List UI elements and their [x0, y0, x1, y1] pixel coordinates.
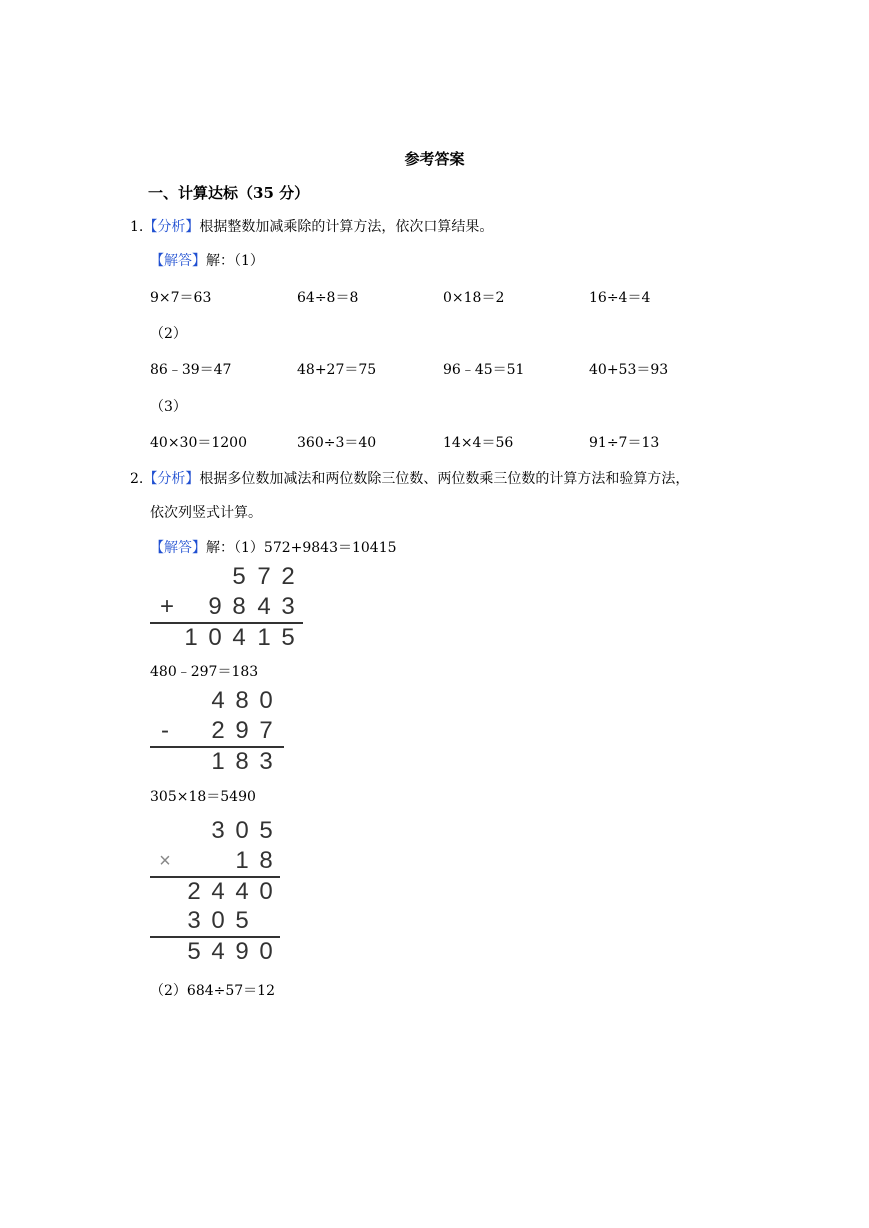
- addend-row: [150, 562, 310, 592]
- equation: 91÷7＝13: [589, 435, 660, 451]
- digit: 9: [208, 593, 222, 620]
- result-row: [150, 623, 310, 653]
- digit: 4: [211, 938, 225, 965]
- digit: 5: [259, 817, 273, 844]
- equation: （2）684÷57＝12: [150, 983, 275, 999]
- partial-product-row: [150, 877, 290, 907]
- section-heading: 一、计算达标（35 分）: [148, 184, 310, 202]
- digit: 5: [281, 624, 295, 651]
- multiplicand-row: [150, 816, 290, 846]
- digit: 8: [259, 847, 273, 874]
- vertical-subtraction: [150, 686, 290, 778]
- page-title: 参考答案: [404, 150, 465, 168]
- digit: 0: [208, 624, 222, 651]
- analysis-text: 根据整数加减乘除的计算方法，依次口算结果。: [199, 219, 494, 235]
- equation: 64÷8＝8: [297, 290, 359, 306]
- equation: 16÷4＝4: [589, 290, 651, 306]
- digit: 1: [235, 847, 249, 874]
- digit: 1: [184, 624, 198, 651]
- equation: 305×18＝5490: [150, 789, 256, 805]
- partial-product-row: [150, 906, 290, 936]
- digit: 1: [211, 748, 225, 775]
- digit: 0: [235, 817, 249, 844]
- question-1-answer: [150, 250, 264, 270]
- equation: 86﹣39＝47: [150, 362, 232, 378]
- equation: 480﹣297＝183: [150, 664, 259, 680]
- answer-tag: 【解答】: [150, 540, 206, 556]
- equation: 360÷3＝40: [297, 435, 377, 451]
- question-number: 1.: [130, 219, 144, 235]
- answer-text: 解：（1）572+9843＝10415: [206, 540, 397, 556]
- digit: 5: [232, 563, 246, 590]
- digit: 3: [281, 593, 295, 620]
- digit: 4: [211, 687, 225, 714]
- addend-row: [150, 592, 310, 622]
- vertical-multiplication: [150, 816, 290, 966]
- minuend-row: [150, 686, 290, 716]
- times-sign: ×: [159, 850, 171, 872]
- equation: 0×18＝2: [443, 290, 505, 306]
- digit: 5: [235, 907, 249, 934]
- digit: 4: [257, 593, 271, 620]
- digit: 7: [257, 563, 271, 590]
- digit: 2: [211, 717, 225, 744]
- digit: 0: [259, 687, 273, 714]
- digit: 8: [235, 687, 249, 714]
- analysis-text: 根据多位数加减法和两位数除三位数、两位数乘三位数的计算方法和验算方法，: [199, 471, 690, 487]
- digit: 5: [187, 938, 201, 965]
- minus-sign: -: [161, 717, 169, 744]
- answer-text: 解：（1）: [206, 253, 264, 269]
- digit: 2: [187, 878, 201, 905]
- question-2-analysis: [130, 468, 689, 488]
- question-number: 2.: [130, 471, 144, 487]
- equation: 96﹣45＝51: [443, 362, 525, 378]
- result-row: [150, 747, 290, 777]
- digit: 9: [235, 938, 249, 965]
- digit: 0: [211, 907, 225, 934]
- digit: 9: [235, 717, 249, 744]
- digit: 8: [235, 748, 249, 775]
- digit: 4: [232, 624, 246, 651]
- analysis-text-continued: 依次列竖式计算。: [150, 505, 262, 521]
- digit: 1: [257, 624, 271, 651]
- vertical-addition: [150, 562, 310, 654]
- analysis-tag: 【分析】: [143, 471, 200, 487]
- digit: 3: [259, 748, 273, 775]
- digit: 2: [281, 563, 295, 590]
- digit: 8: [232, 593, 246, 620]
- question-1-analysis: [130, 216, 493, 236]
- equation: 9×7＝63: [150, 290, 212, 306]
- subtrahend-row: [150, 716, 290, 746]
- digit: 0: [259, 938, 273, 965]
- digit: 7: [259, 717, 273, 744]
- answer-tag: 【解答】: [150, 253, 206, 269]
- equation: 14×4＝56: [443, 435, 514, 451]
- sub-label: （3）: [150, 399, 187, 415]
- digit: 0: [259, 878, 273, 905]
- digit: 3: [211, 817, 225, 844]
- equation: 48+27＝75: [297, 362, 377, 378]
- question-2-answer: [150, 537, 397, 557]
- plus-sign: +: [159, 593, 174, 620]
- sub-label: （2）: [150, 326, 187, 342]
- digit: 4: [235, 878, 249, 905]
- analysis-tag: 【分析】: [143, 219, 200, 235]
- multiplier-row: [150, 846, 290, 876]
- equation: 40+53＝93: [589, 362, 669, 378]
- digit: 4: [211, 878, 225, 905]
- digit: 3: [187, 907, 201, 934]
- equation: 40×30＝1200: [150, 435, 247, 451]
- result-row: [150, 937, 290, 967]
